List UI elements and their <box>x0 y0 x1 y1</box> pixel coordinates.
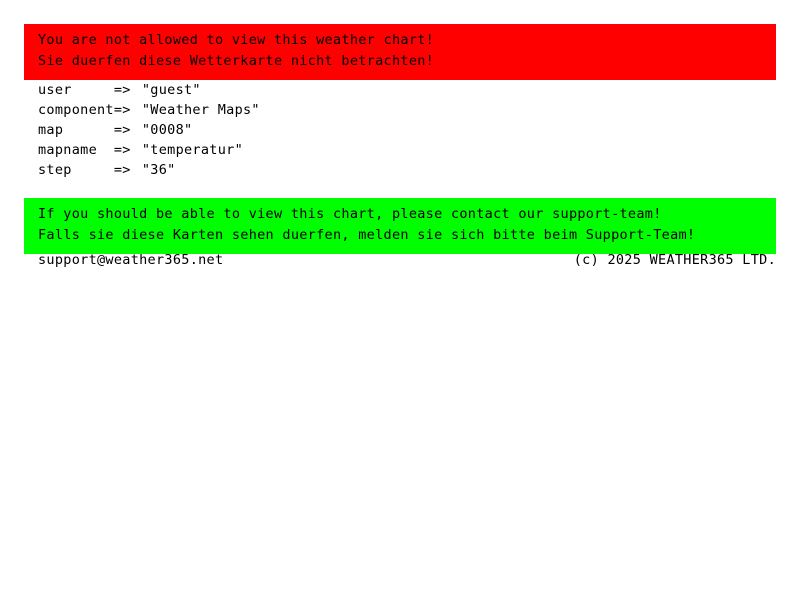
parameter-key: step <box>38 162 72 178</box>
parameter-list <box>38 80 260 180</box>
copyright-notice: (c) 2025 WEATHER365 LTD. <box>573 252 776 268</box>
info-banner-line-en: If you should be able to view this chart, please contact our support-team! <box>38 206 662 222</box>
parameter-key: component <box>38 102 114 118</box>
parameter-key: user <box>38 82 72 98</box>
table-row <box>38 160 260 180</box>
support-email-link[interactable]: support@weather365.net <box>38 252 224 268</box>
parameter-value: "guest" <box>141 82 201 98</box>
table-row <box>38 140 260 160</box>
info-banner-line-de: Falls sie diese Karten sehen duerfen, melden sie sich bitte beim Support-Team! <box>38 227 696 243</box>
table-row <box>38 100 260 120</box>
footer-row <box>38 250 776 270</box>
error-banner-line-en: You are not allowed to view this weather chart! <box>38 32 435 48</box>
parameter-key: mapname <box>38 142 97 158</box>
parameter-arrow: => <box>113 102 131 118</box>
parameter-arrow: => <box>113 122 131 138</box>
parameter-arrow: => <box>113 162 131 178</box>
parameter-table <box>38 80 260 180</box>
info-banner <box>24 198 776 254</box>
error-banner <box>24 24 776 80</box>
table-row <box>38 80 260 100</box>
error-banner-line-de: Sie duerfen diese Wetterkarte nicht betrachten! <box>38 53 435 69</box>
table-row <box>38 120 260 140</box>
parameter-value: "Weather Maps" <box>141 102 260 118</box>
footer <box>38 250 776 270</box>
parameter-value: "temperatur" <box>141 142 243 158</box>
parameter-arrow: => <box>113 142 131 158</box>
parameter-key: map <box>38 122 64 138</box>
parameter-value: "0008" <box>141 122 193 138</box>
parameter-arrow: => <box>113 82 131 98</box>
parameter-value: "36" <box>141 162 176 178</box>
